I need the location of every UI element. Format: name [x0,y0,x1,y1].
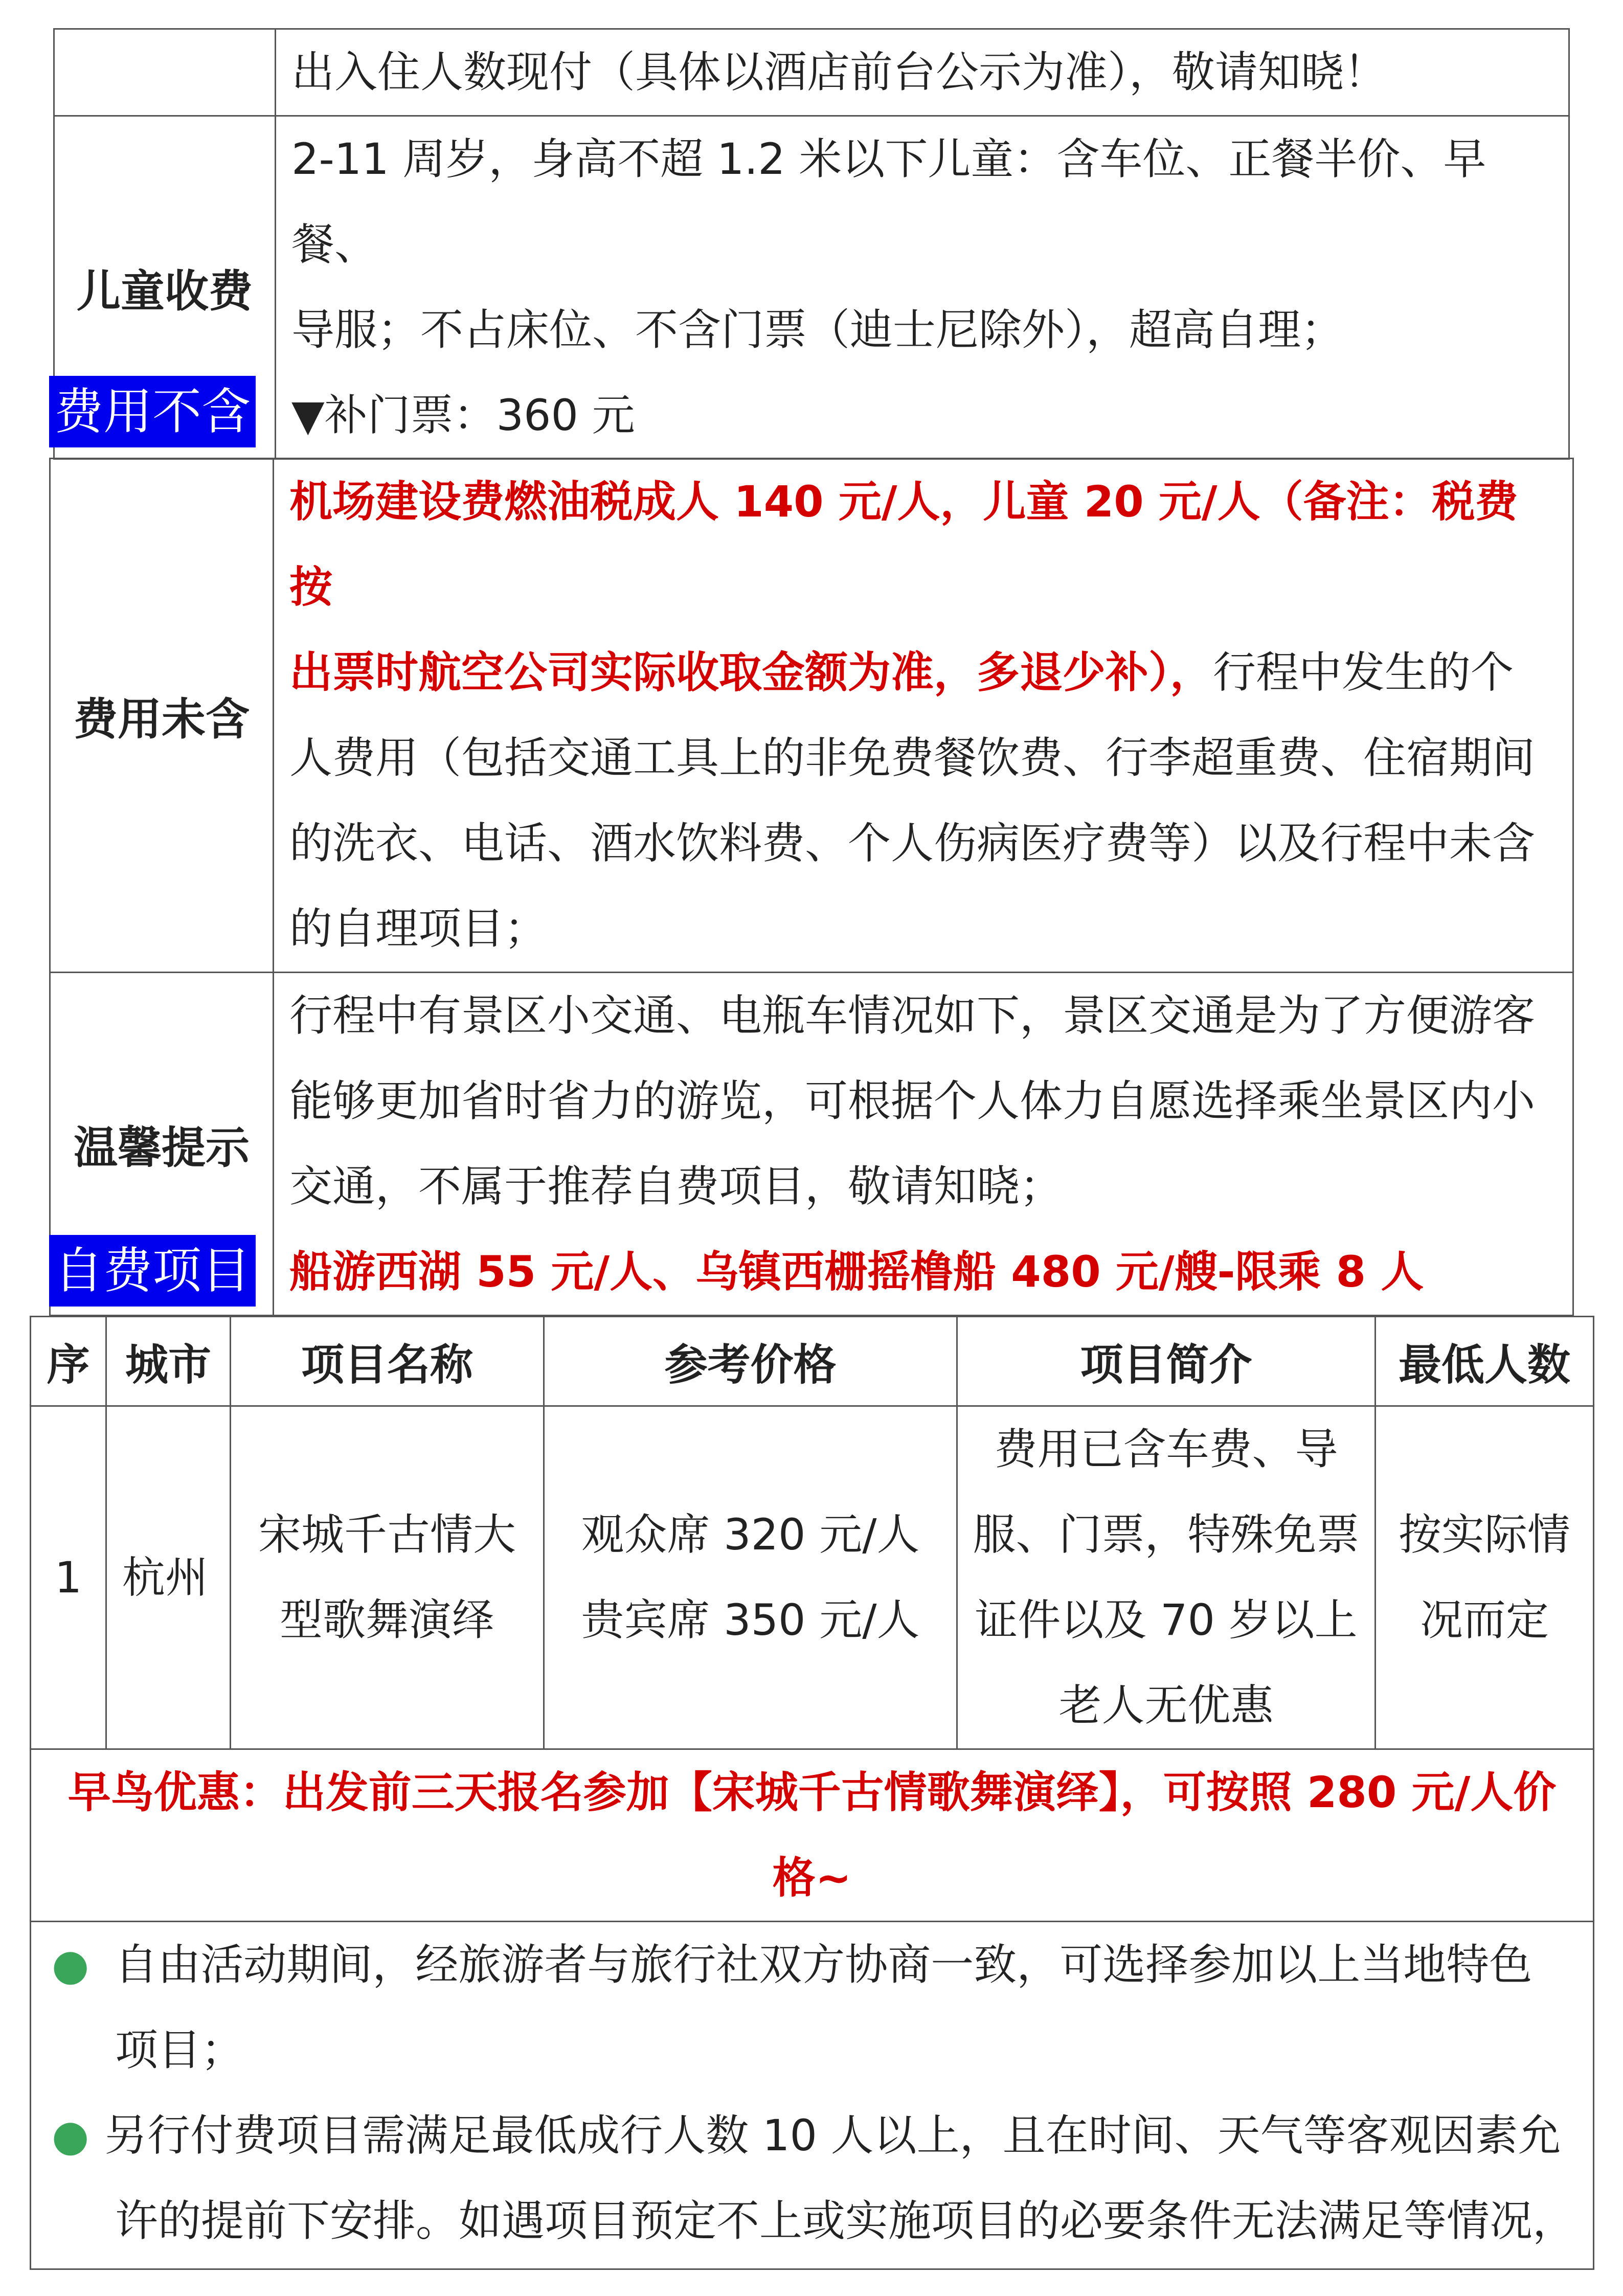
children-fee-line: ▼补门票：360 元 [291,390,635,440]
col-header-index: 序 [31,1317,106,1406]
tips-line: 行程中有景区小交通、电瓶车情况如下，景区交通是为了方便游客 [289,991,1536,1041]
fees-line: 的自理项目； [289,904,548,954]
row-price-line: 观众席 320 元/人 [581,1510,920,1560]
row-desc-line: 老人无优惠 [1058,1680,1274,1730]
row-min [1376,1406,1594,1749]
table-row [31,1406,1594,1749]
row-index: 1 [31,1406,106,1749]
tips-content [274,973,1573,1316]
row-city: 杭州 [106,1406,231,1749]
col-header-price: 参考价格 [544,1317,957,1406]
optional-banner: 自费项目 [49,1235,256,1307]
row-name [231,1406,544,1749]
row-price-line: 贵宾席 350 元/人 [581,1595,920,1645]
tips-line: 交通，不属于推荐自费项目，敬请知晓； [289,1161,1063,1211]
tax-note-red: 出票时航空公司实际收取金额为准，多退少补）， [289,647,1213,697]
note-line: 项目； [115,2025,244,2075]
checkin-note-text: 出入住人数现付（具体以酒店前台公示为准），敬请知晓！ [291,47,1387,97]
col-header-min: 最低人数 [1376,1317,1594,1406]
checkin-note [276,29,1569,116]
promo-line: 早鸟优惠：出发前三天报名参加【宋城千古情歌舞演绎】，可按照 280 元/人价 [67,1767,1557,1817]
row-desc [957,1406,1376,1749]
top-table [53,28,1570,460]
children-fee-line: 2-11 周岁，身高不超 1.2 米以下儿童：含车位、正餐半价、早餐、 [291,134,1486,269]
promo-line: 格~ [772,1853,852,1903]
row-min-line: 按实际情 [1398,1510,1570,1560]
col-header-desc: 项目简介 [957,1317,1376,1406]
row-desc-line: 费用已含车费、导 [994,1424,1338,1474]
children-fee-label: 儿童收费 [54,116,276,459]
tips-line: 能够更加省时省力的游览，可根据个人体力自愿选择乘坐景区内小 [289,1076,1536,1126]
list-item [52,1922,1583,2093]
row-desc-line: 证件以及 70 岁以上 [975,1595,1358,1645]
children-fee-line: 导服；不占床位、不含门票（迪士尼除外），超高自理； [291,305,1344,355]
fees-excluded-label: 费用未含 [50,459,274,973]
row-min-line: 况而定 [1419,1595,1549,1645]
table-header-row [31,1317,1594,1406]
tax-note-red: 机场建设费燃油税成人 140 元/人，儿童 20 元/人（备注：税费按 [289,477,1518,612]
fees-line: 人费用（包括交通工具上的非免费餐饮费、行李超重费、住宿期间 [289,733,1536,783]
row-name-line: 型歌舞演绎 [279,1595,494,1645]
note-line: 许的提前下安排。如遇项目预定不上或实施项目的必要条件无法满足等情况， [115,2196,1576,2246]
excluded-table [49,458,1574,1316]
fees-line: 的洗衣、电话、酒水饮料费、个人伤病医疗费等）以及行程中未含 [289,818,1536,868]
fees-excluded-content [274,459,1573,973]
tips-label: 温馨提示 [50,973,274,1316]
promo-row [31,1749,1594,1922]
excluded-banner: 费用不含 [49,376,256,447]
notes-cell [31,1922,1594,2269]
tips-red-line: 船游西湖 55 元/人、乌镇西栅摇橹船 480 元/艘-限乘 8 人 [289,1247,1424,1297]
col-header-city: 城市 [106,1317,231,1406]
children-fee-content [276,116,1569,459]
fees-line [289,630,1560,715]
fees-text: 行程中发生的个 [1213,647,1514,697]
optional-table [30,1316,1594,2270]
col-header-name: 项目名称 [231,1317,544,1406]
empty-label-cell [54,29,276,116]
bullet-icon: ● [52,1940,89,1990]
row-desc-line: 服、门票，特殊免票 [973,1510,1360,1560]
row-name-line: 宋城千古情大 [258,1510,516,1560]
bullet-icon: ● [52,2110,89,2160]
note-line: 另行付费项目需满足最低成行人数 10 人以上，且在时间、天气等客观因素允 [104,2110,1561,2160]
note-line: 自由活动期间，经旅游者与旅行社双方协商一致，可选择参加以上当地特色 [115,1940,1532,1990]
early-bird-promo [31,1749,1594,1922]
list-item [52,2093,1583,2264]
notes-row [31,1922,1594,2269]
row-price [544,1406,957,1749]
